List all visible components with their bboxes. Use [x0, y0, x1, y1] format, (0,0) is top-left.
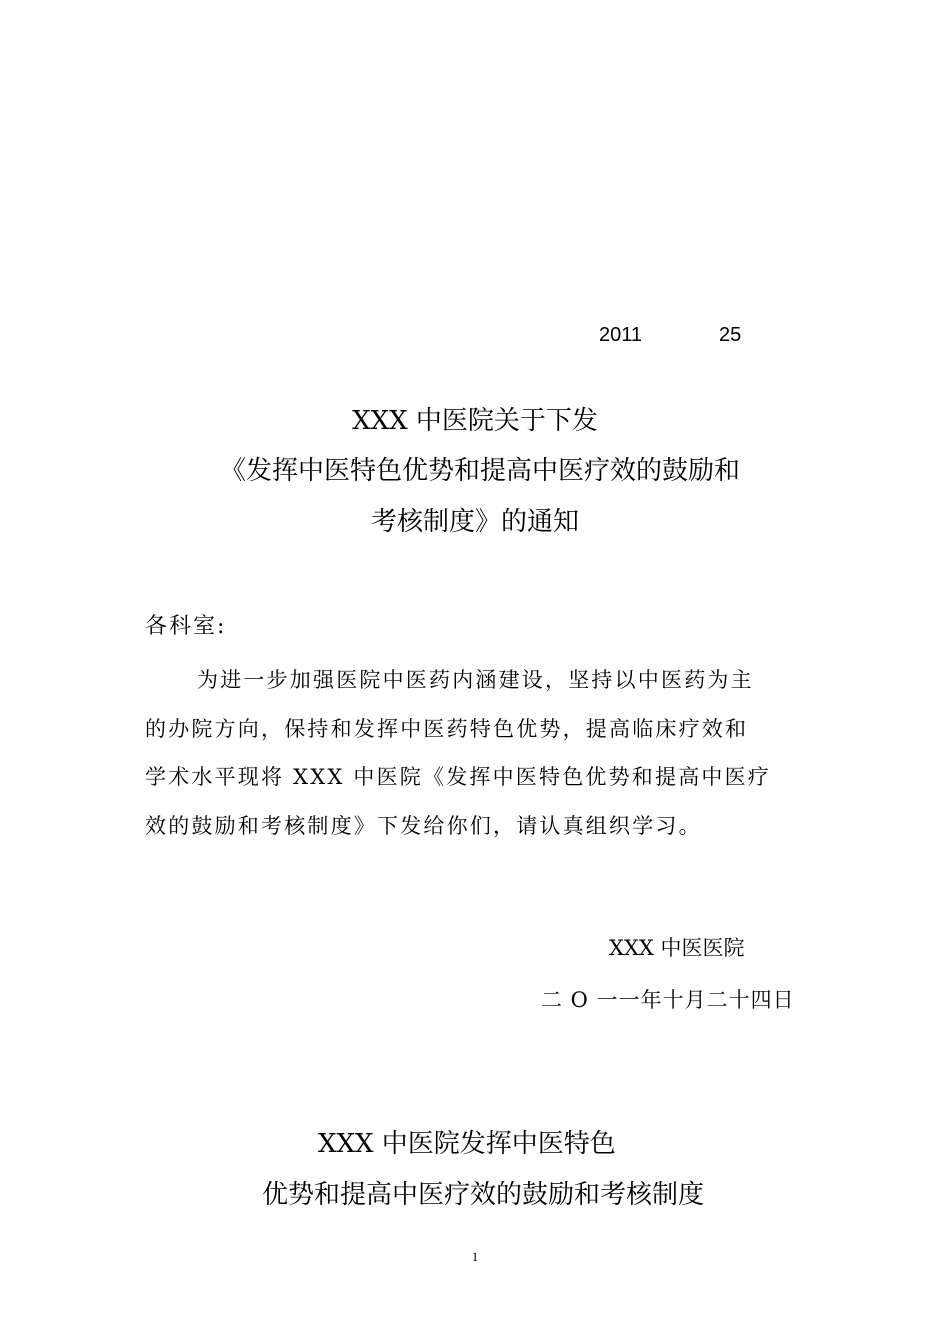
- body-line-1: 为进一步加强医院中医药内涵建设，坚持以中医药为主: [197, 668, 754, 692]
- document-number: 25: [719, 324, 742, 346]
- notice-title-line-1: XXX 中医院关于下发: [352, 406, 598, 436]
- document-number-year: 2011: [599, 324, 643, 346]
- body-line-3: 学术水平现将 XXX 中医院《发挥中医特色优势和提高中医疗: [145, 765, 771, 789]
- notice-title-line-2: 《发挥中医特色优势和提高中医疗效的鼓励和: [219, 456, 740, 486]
- notice-title-line-3: 考核制度》的通知: [370, 507, 579, 537]
- page-number: 1: [471, 1249, 479, 1264]
- section-title-line-2: 优势和提高中医疗效的鼓励和考核制度: [262, 1180, 705, 1210]
- section-title-line-1: XXX 中医院发挥中医特色: [318, 1129, 616, 1159]
- signature-organization: XXX 中医医院: [609, 936, 745, 960]
- notice-body: [145, 656, 810, 850]
- signature-date: 二 O 一一年十月二十四日: [541, 988, 795, 1012]
- body-line-4: 效的鼓励和考核制度》下发给你们，请认真组织学习。: [145, 813, 702, 838]
- salutation: 各科室:: [145, 614, 227, 639]
- body-line-2: 的办院方向，保持和发挥中医药特色优势，提高临床疗效和: [145, 716, 749, 741]
